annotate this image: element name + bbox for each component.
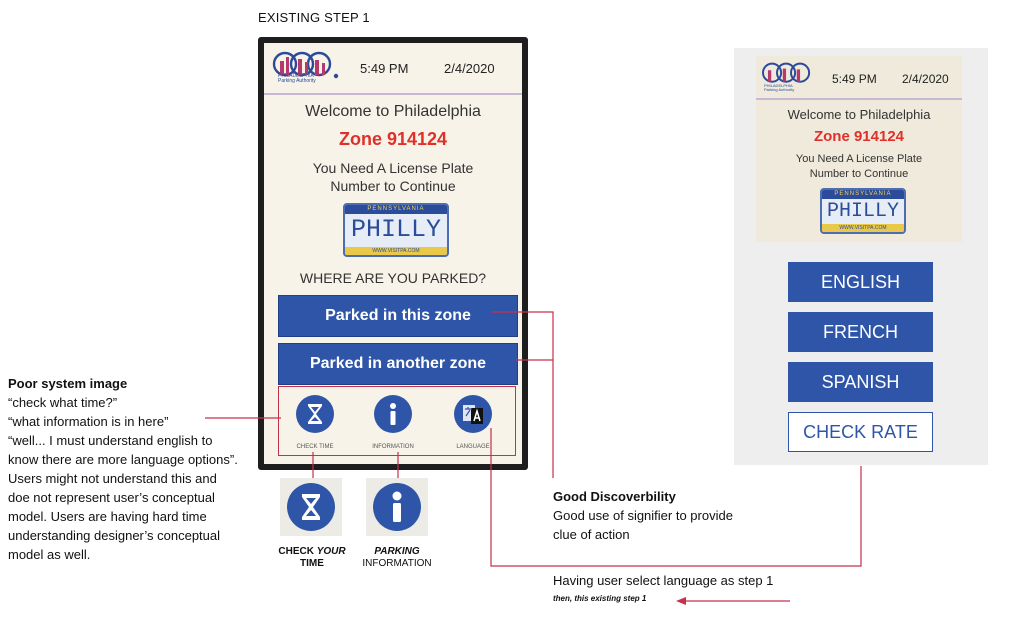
poor-note-line: “what information is in here” bbox=[8, 414, 169, 429]
poor-note-line: model. Users are having hard time bbox=[8, 509, 207, 524]
parked-this-zone-button[interactable]: Parked in this zone bbox=[278, 295, 518, 337]
license-prompt-line1: You Need A License Plate bbox=[312, 160, 474, 176]
parked-another-zone-button[interactable]: Parked in another zone bbox=[278, 343, 518, 385]
kiosk-time: 5:49 PM bbox=[360, 61, 409, 76]
connector-language bbox=[491, 428, 861, 566]
where-parked-prompt: WHERE ARE YOU PARKED? bbox=[299, 270, 487, 286]
poor-note-line: know there are more language options”. bbox=[8, 452, 238, 467]
plate-bottom: WWW.VISITPA.COM bbox=[345, 247, 447, 255]
plate-state: PENNSYLVANIA bbox=[345, 205, 447, 214]
poor-note-line: understanding designer’s conceptual bbox=[8, 528, 221, 543]
good-note-line2: clue of action bbox=[553, 527, 630, 542]
english-button[interactable]: ENGLISH bbox=[788, 262, 933, 302]
ppa-logo-text: PHILADELPHIA Parking Authority bbox=[764, 83, 795, 92]
check-your-time-part3: TIME bbox=[300, 558, 324, 569]
kiosk-date: 2/4/2020 bbox=[444, 61, 495, 76]
then-existing-step-note: then, this existing step 1 bbox=[553, 594, 647, 603]
ppa-logo-text: PHILADELPHIA Parking Authority bbox=[278, 73, 316, 84]
thumb-zone: Zone 914124 bbox=[813, 128, 905, 145]
good-note-line1: Good use of signifier to provide bbox=[553, 508, 733, 523]
parking-label-part1: PARKING bbox=[374, 546, 420, 557]
poor-note-line: model as well. bbox=[8, 547, 91, 562]
plate-text: PHILLY bbox=[350, 215, 441, 244]
plate-state: PENNSYLVANIA bbox=[822, 190, 904, 199]
section-heading: EXISTING STEP 1 bbox=[258, 10, 370, 25]
zone-label: Zone 914124 bbox=[338, 129, 448, 149]
select-language-note: Having user select language as step 1 bbox=[553, 573, 774, 588]
poor-note-line: “check what time?” bbox=[8, 395, 118, 410]
license-prompt-line2: Number to Continue bbox=[330, 178, 456, 194]
check-your-time-part2: YOUR bbox=[316, 546, 346, 557]
parking-label-part2: INFORMATION bbox=[362, 558, 432, 569]
poor-note-line: Users might not understand this and bbox=[8, 471, 217, 486]
language-label: LANGUAGE bbox=[456, 444, 490, 450]
spanish-button[interactable]: SPANISH bbox=[788, 362, 933, 402]
good-discoverability-title: Good Discoverbility bbox=[553, 489, 676, 504]
arrowhead-icon bbox=[676, 597, 686, 605]
plate-text: PHILLY bbox=[826, 200, 899, 223]
thumb-prompt-line2: Number to Continue bbox=[809, 168, 909, 180]
welcome-text: Welcome to Philadelphia bbox=[305, 103, 481, 120]
check-time-label: CHECK TIME bbox=[296, 444, 334, 450]
french-button[interactable]: FRENCH bbox=[788, 312, 933, 352]
thumb-welcome: Welcome to Philadelphia bbox=[787, 107, 931, 122]
check-your-time-part1: CHECK bbox=[278, 546, 317, 557]
thumb-prompt-line1: You Need A License Plate bbox=[795, 153, 923, 165]
connector-this-zone bbox=[491, 312, 553, 478]
check-rate-button[interactable]: CHECK RATE bbox=[788, 412, 933, 452]
plate-bottom: WWW.VISITPA.COM bbox=[822, 224, 904, 232]
poor-system-image-title: Poor system image bbox=[8, 376, 128, 391]
thumb-time: 5:49 PM bbox=[832, 72, 877, 86]
poor-note-line: “well... I must understand english to bbox=[8, 433, 213, 448]
poor-note-line: doe not represent user’s conceptual bbox=[8, 490, 215, 505]
thumb-date: 2/4/2020 bbox=[902, 72, 949, 86]
information-label: INFORMATION bbox=[372, 444, 414, 450]
